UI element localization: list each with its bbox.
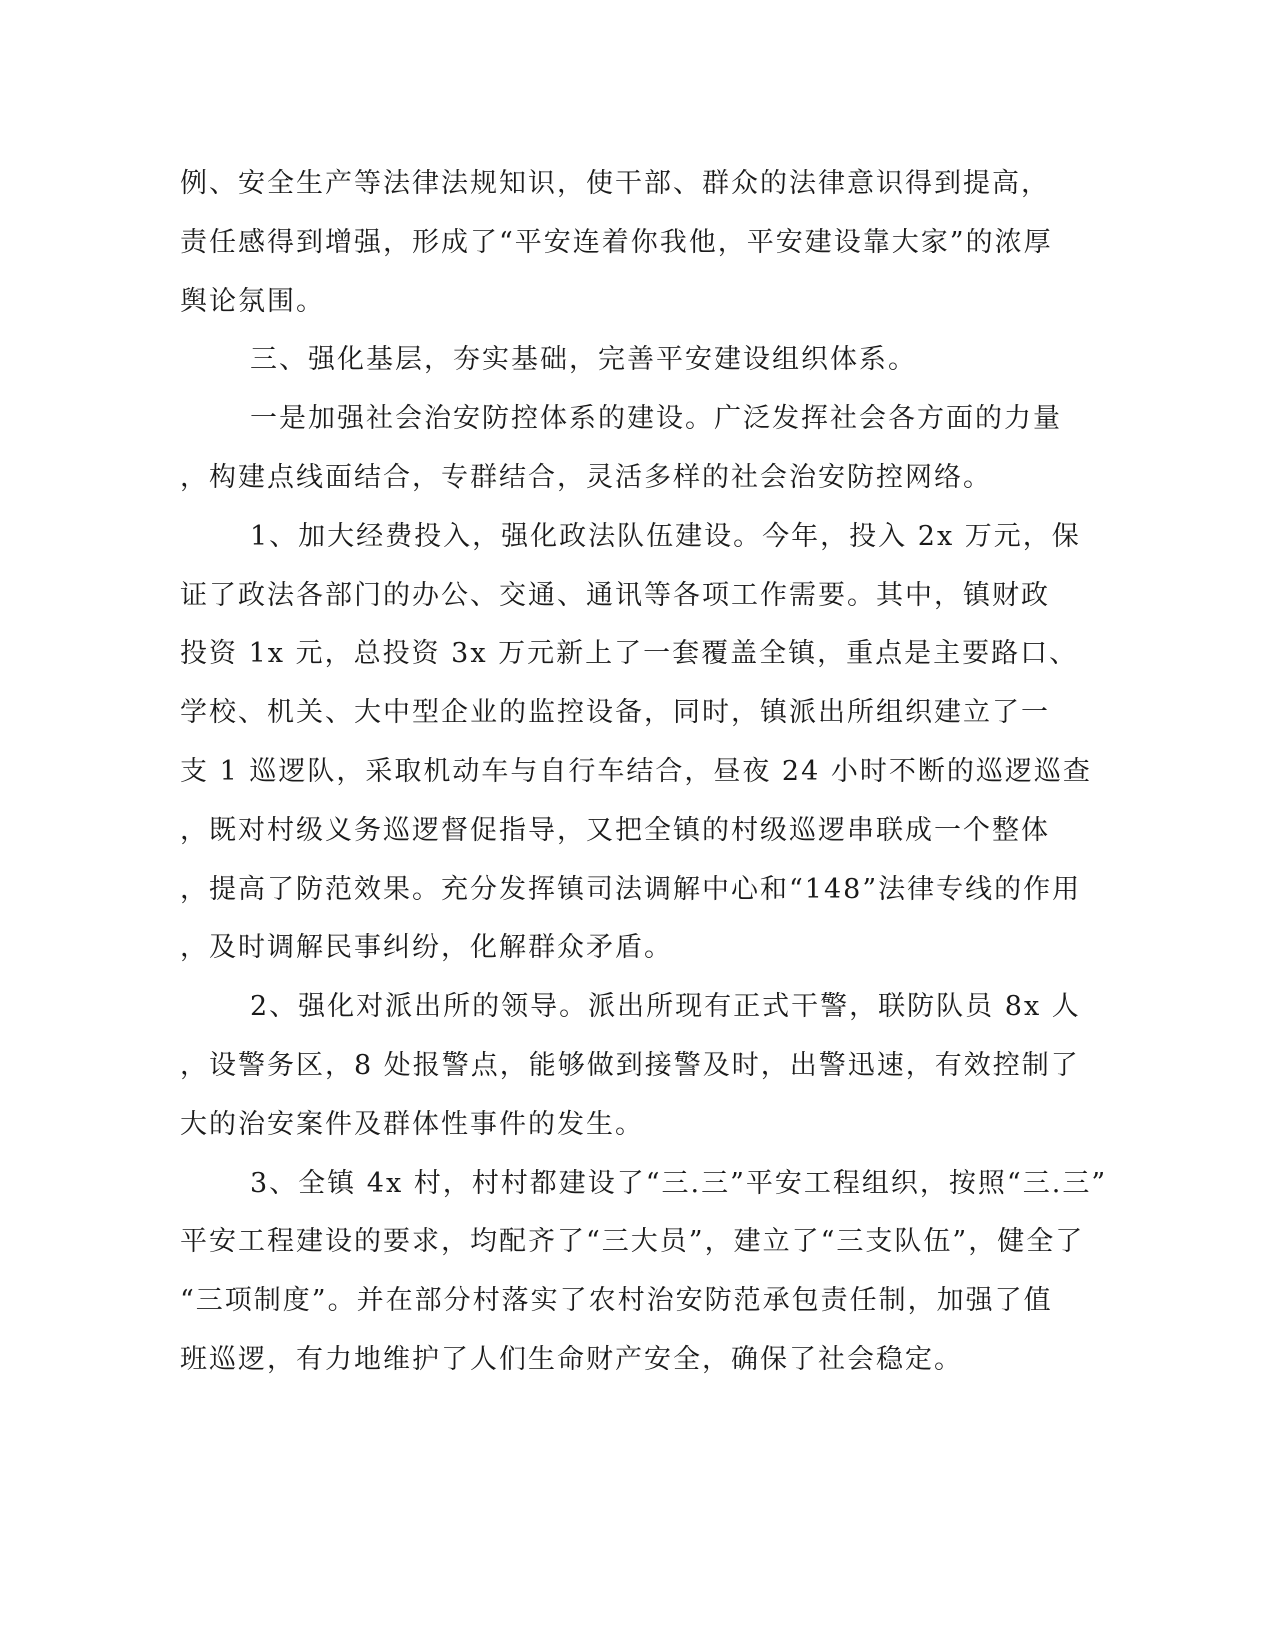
text-line: 2、强化对派出所的领导。派出所现有正式干警，联防队员 8x 人 — [250, 991, 1081, 1023]
text-line: “三项制度”。并在部分村落实了农村治安防范承包责任制，加强了值 — [180, 1285, 1053, 1317]
text-line: 舆论氛围。 — [180, 285, 325, 317]
text-line: 一是加强社会治安防控体系的建设。广泛发挥社会各方面的力量 — [250, 403, 1062, 435]
section-heading: 三、强化基层，夯实基础，完善平安建设组织体系。 — [250, 344, 917, 376]
text-line: 1、加大经费投入，强化政法队伍建设。今年，投入 2x 万元，保 — [250, 520, 1081, 552]
text-line: ，既对村级义务巡逻督促指导，又把全镇的村级巡逻串联成一个整体 — [180, 814, 1050, 846]
text-line: 3、全镇 4x 村，村村都建设了“三.三”平安工程组织，按照“三.三” — [250, 1167, 1108, 1199]
text-line: ，构建点线面结合，专群结合，灵活多样的社会治安防控网络。 — [180, 461, 992, 493]
text-line: 责任感得到增强，形成了“平安连着你我他，平安建设靠大家”的浓厚 — [180, 226, 1053, 258]
text-line: 班巡逻，有力地维护了人们生命财产安全，确保了社会稳定。 — [180, 1343, 963, 1375]
text-line: 平安工程建设的要求，均配齐了“三大员”，建立了“三支队伍”，健全了 — [180, 1226, 1085, 1258]
text-line: 学校、机关、大中型企业的监控设备，同时，镇派出所组织建立了一 — [180, 697, 1050, 729]
text-line: ，及时调解民事纠纷，化解群众矛盾。 — [180, 932, 673, 964]
text-line: 例、安全生产等法律法规知识，使干部、群众的法律意识得到提高， — [180, 168, 1050, 199]
text-line: ，设警务区，8 处报警点，能够做到接警及时，出警迅速，有效控制了 — [180, 1049, 1080, 1081]
document-body — [180, 155, 1108, 1390]
text-line: 大的治安案件及群体性事件的发生。 — [180, 1108, 644, 1140]
text-line: 证了政法各部门的办公、交通、通讯等各项工作需要。其中，镇财政 — [180, 579, 1050, 611]
text-line: 投资 1x 元，总投资 3x 万元新上了一套覆盖全镇，重点是主要路口、 — [180, 638, 1079, 670]
text-line: 支 1 巡逻队，采取机动车与自行车结合，昼夜 24 小时不断的巡逻巡查 — [180, 755, 1092, 787]
text-line: ，提高了防范效果。充分发挥镇司法调解中心和“148”法律专线的作用 — [180, 873, 1082, 905]
